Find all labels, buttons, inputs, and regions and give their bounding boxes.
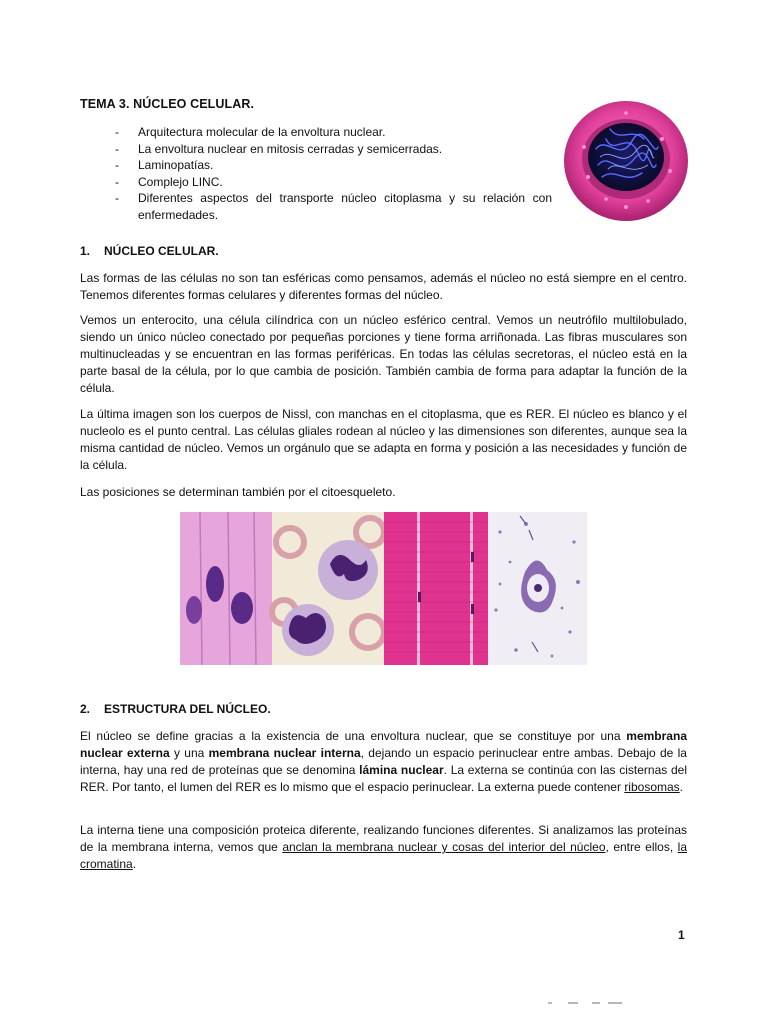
topic-text: La envoltura nuclear en mitosis cerradas y semicerradas. (138, 141, 443, 156)
topic-text: Diferentes aspectos del transporte núcleo citoplasma y su relación con enfermedades. (138, 191, 552, 222)
paragraph: Las formas de las células no son tan esféricas como pensamos, además el núcleo no está siempre en el centro. Tenemos diferentes formas celulares y diferentes formas del núcleo. (80, 271, 687, 302)
section-heading (80, 702, 271, 716)
section-title: ESTRUCTURA DEL NÚCLEO. (104, 702, 271, 716)
paragraph: Vemos un enterocito, una célula cilíndrica con un núcleo esférico central. Vemos un neutrófilo multilobulado, siendo un único núcleo conectado por pequeñas porciones y tiene forma arriñonada. Las fibras musculares son multinucleadas y se encuentran en las formas periféricas. En todas las células secretoras, el núcleo está en la parte basal de la célula, por lo que cambia de posición. También cambia de forma para adaptar la función de la célula. (80, 313, 687, 395)
topic-text: Arquitectura molecular de la envoltura nuclear. (138, 125, 386, 139)
footer-mark (548, 1000, 628, 1006)
enterocyte-image (180, 512, 272, 665)
paragraph: Las posiciones se determinan también por el citoesqueleto. (80, 485, 396, 499)
page-number: 1 (678, 928, 685, 942)
nucleus-illustration (562, 99, 690, 223)
list-dash: - (115, 174, 119, 189)
list-item (115, 190, 552, 223)
paragraph: El núcleo se define gracias a la existencia de una envoltura nuclear, que se constituye por una membrana nuclear externa y una membrana nuclear interna, dejando un espacio perinuclear entre ambas. Debajo de la interna, hay una red de proteínas que se denomina lámina nuclear. La externa se continúa con las cisternas del RER. Por tanto, el lumen del RER es lo mismo que el espacio perinuclear. La externa puede contener ribosomas. (80, 729, 688, 794)
list-dash: - (115, 141, 119, 156)
list-dash: - (115, 158, 119, 172)
micrograph-strip (180, 512, 587, 665)
list-item (115, 157, 552, 174)
neutrophil-image (272, 512, 384, 665)
nissl-body-image (488, 512, 587, 665)
list-dash: - (115, 125, 119, 139)
underlined-term: anclan la membrana nuclear y cosas del interior del núcleo (282, 840, 606, 854)
bold-term: membrana nuclear externa (80, 729, 687, 760)
list-item (115, 174, 552, 191)
underlined-term: la cromatina (80, 840, 687, 871)
bold-term: lámina nuclear (359, 763, 444, 777)
list-dash: - (115, 191, 119, 205)
paragraph: La interna tiene una composición proteica diferente, realizando funciones diferentes. Si analizamos las proteínas de la membrana interna, vemos que anclan la membrana nuclear y cosas del interior del núcleo, entre ellos, la cromatina. (80, 823, 687, 871)
underlined-term: ribosomas (624, 780, 680, 794)
topic-list (115, 124, 552, 223)
paragraph: La última imagen son los cuerpos de Nissl, con manchas en el citoplasma, que es RER. El núcleo es blanco y el nucleolo es el punto central. Las células gliales rodean al núcleo y las dimensiones son diferentes, aunque sea la misma cantidad de núcleo. Vemos un orgánulo que se adapta en forma y posición a las necesidades y función de la célula. (80, 407, 687, 472)
list-item (115, 124, 552, 141)
bold-term: membrana nuclear interna (208, 746, 361, 760)
list-item (115, 141, 552, 158)
topic-text: Complejo LINC. (138, 174, 223, 189)
section-heading (80, 244, 219, 258)
section-number: 1. (80, 244, 91, 258)
section-title: NÚCLEO CELULAR. (104, 244, 219, 258)
topic-text: Laminopatías. (138, 158, 214, 172)
page-title: TEMA 3. NÚCLEO CELULAR. (80, 97, 255, 111)
muscle-fiber-image (384, 512, 488, 665)
section-number: 2. (80, 702, 91, 716)
